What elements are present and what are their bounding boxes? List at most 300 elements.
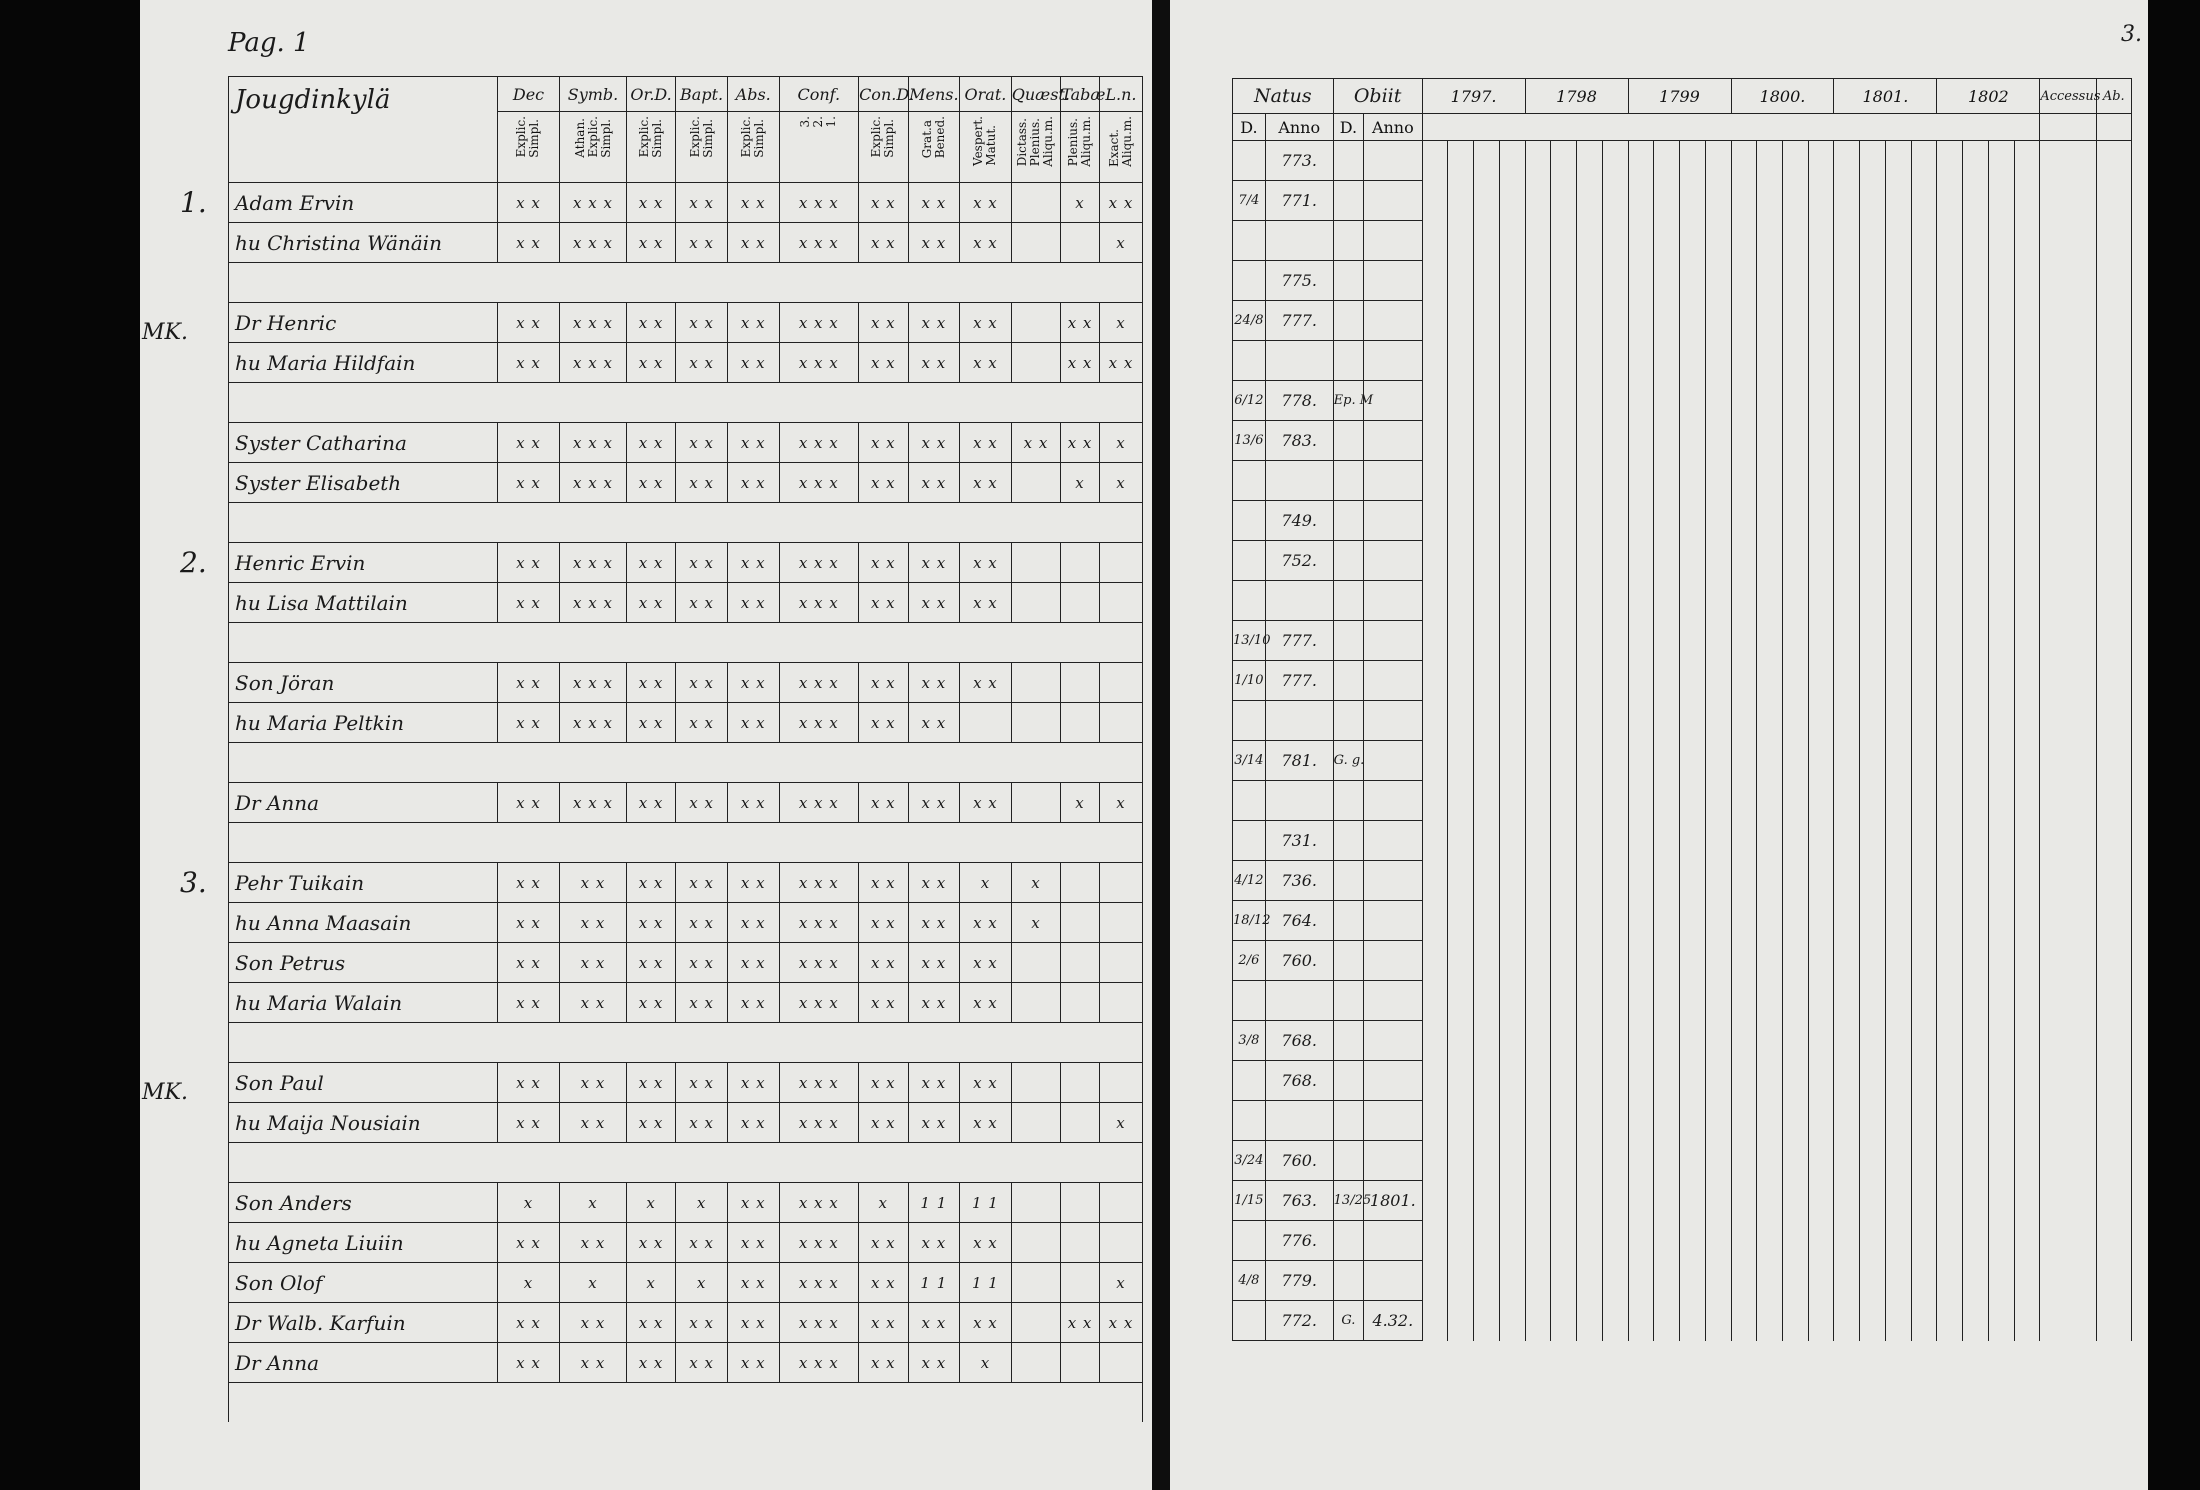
knowledge-mark [1061, 663, 1100, 703]
attendance-cell [2014, 1141, 2040, 1181]
attendance-cell [1988, 221, 2014, 261]
natus-header: Natus [1233, 79, 1334, 114]
person-name: Dr Anna [229, 783, 498, 823]
obiit-anno [1364, 581, 1423, 621]
obiit-d [1333, 1141, 1363, 1181]
attendance-cell [1448, 1181, 1474, 1221]
attendance-cell [1885, 141, 1911, 181]
knowledge-mark: x x [676, 1303, 728, 1343]
attendance-cell [1577, 541, 1603, 581]
obiit-anno [1364, 181, 1423, 221]
attendance-cell [2096, 1301, 2131, 1341]
knowledge-mark: x x [960, 183, 1012, 223]
attendance-cell [1963, 381, 1989, 421]
attendance-cell [1705, 1181, 1731, 1221]
attendance-cell [1782, 181, 1808, 221]
knowledge-mark: x x [626, 943, 675, 983]
attendance-cell [1808, 381, 1834, 421]
obiit-d [1333, 1261, 1363, 1301]
attendance-cell [1499, 1221, 1525, 1261]
attendance-cell [1731, 821, 1757, 861]
attendance-cell [1628, 221, 1654, 261]
knowledge-mark [1011, 703, 1060, 743]
attendance-cell [1834, 1301, 1860, 1341]
attendance-cell [1448, 501, 1474, 541]
knowledge-mark: x [560, 1183, 627, 1223]
table-row [1233, 1221, 2132, 1261]
knowledge-mark: x [1011, 863, 1060, 903]
attendance-cell [1911, 1101, 1937, 1141]
attendance-cell [1885, 501, 1911, 541]
knowledge-mark: x x [676, 663, 728, 703]
attendance-cell [1988, 861, 2014, 901]
attendance-cell [2096, 1061, 2131, 1101]
attendance-cell [1834, 141, 1860, 181]
attendance-cell [1551, 1181, 1577, 1221]
attendance-cell [1628, 381, 1654, 421]
attendance-cell [1628, 661, 1654, 701]
attendance-cell [1860, 501, 1886, 541]
attendance-cell [1834, 541, 1860, 581]
knowledge-mark: x x [960, 583, 1012, 623]
knowledge-mark: x x [727, 1223, 779, 1263]
knowledge-mark: x x x [779, 183, 859, 223]
attendance-cell [1885, 181, 1911, 221]
table-row [1233, 461, 2132, 501]
column-subheader-label: Aliqu.m. [1079, 116, 1094, 167]
attendance-cell [1834, 341, 1860, 381]
column-subheader-label: Simpl. [700, 118, 715, 158]
attendance-cell [1911, 1261, 1937, 1301]
knowledge-mark: x x [908, 663, 960, 703]
knowledge-mark: x x x [779, 1103, 859, 1143]
obiit-anno [1364, 461, 1423, 501]
attendance-cell [1422, 301, 1448, 341]
attendance-cell [1474, 301, 1500, 341]
knowledge-mark [1011, 303, 1060, 343]
attendance-cell [1705, 661, 1731, 701]
attendance-cell [2040, 861, 2096, 901]
attendance-cell [1499, 1021, 1525, 1061]
attendance-cell [1988, 621, 2014, 661]
knowledge-mark: x x [908, 223, 960, 263]
attendance-cell [1551, 1021, 1577, 1061]
attendance-cell [1679, 661, 1705, 701]
table-row [1233, 861, 2132, 901]
knowledge-mark: x x [676, 423, 728, 463]
attendance-cell [1731, 221, 1757, 261]
obiit-d [1333, 541, 1363, 581]
attendance-cell [1731, 901, 1757, 941]
knowledge-mark: x x x [779, 663, 859, 703]
attendance-cell [1757, 341, 1783, 381]
obiit-anno [1364, 1021, 1423, 1061]
column-header-5: Abs. [727, 77, 779, 112]
person-name: Son Anders [229, 1183, 498, 1223]
attendance-cell [1731, 301, 1757, 341]
attendance-cell [1628, 1261, 1654, 1301]
attendance-cell [1860, 701, 1886, 741]
attendance-cell [1757, 1221, 1783, 1261]
obiit-d [1333, 341, 1363, 381]
attendance-cell [1731, 1181, 1757, 1221]
column-subheader-label: Simpl. [650, 118, 665, 158]
attendance-cell [1679, 861, 1705, 901]
attendance-cell [1808, 221, 1834, 261]
attendance-cell [1834, 1261, 1860, 1301]
knowledge-mark: x [676, 1263, 728, 1303]
knowledge-mark: x x [560, 1103, 627, 1143]
natus-anno: 778. [1265, 381, 1333, 421]
attendance-cell [1988, 1061, 2014, 1101]
attendance-cell [1885, 1261, 1911, 1301]
attendance-cell [1808, 141, 1834, 181]
attendance-cell [1782, 141, 1808, 181]
knowledge-mark: x x x [560, 463, 627, 503]
knowledge-mark: x x [908, 183, 960, 223]
attendance-cell [1860, 1061, 1886, 1101]
attendance-cell [1577, 1021, 1603, 1061]
attendance-cell [1577, 1221, 1603, 1261]
attendance-cell [1860, 461, 1886, 501]
natus-d: 1/15 [1233, 1181, 1266, 1221]
attendance-cell [1834, 301, 1860, 341]
attendance-cell [1911, 341, 1937, 381]
attendance-cell [1628, 901, 1654, 941]
attendance-cell [1808, 1101, 1834, 1141]
attendance-cell [1474, 861, 1500, 901]
attendance-cell [1551, 141, 1577, 181]
attendance-cell [1731, 461, 1757, 501]
attendance-cell [1911, 221, 1937, 261]
attendance-cell [2014, 501, 2040, 541]
knowledge-mark: x x [859, 703, 908, 743]
attendance-cell [1654, 421, 1680, 461]
attendance-cell [1474, 661, 1500, 701]
attendance-cell [1448, 821, 1474, 861]
attendance-cell [1911, 941, 1937, 981]
obiit-d [1333, 501, 1363, 541]
attendance-cell [2014, 701, 2040, 741]
attendance-cell [2096, 861, 2131, 901]
attendance-cell [1808, 1261, 1834, 1301]
household-separator [229, 1383, 1143, 1423]
obiit-d [1333, 661, 1363, 701]
attendance-cell [1499, 181, 1525, 221]
attendance-cell [1679, 901, 1705, 941]
attendance-cell [1834, 821, 1860, 861]
knowledge-mark: x x [859, 423, 908, 463]
attendance-cell [1705, 1221, 1731, 1261]
attendance-cell [1577, 1261, 1603, 1301]
natus-anno: 749. [1265, 501, 1333, 541]
knowledge-mark: x x [960, 343, 1012, 383]
knowledge-mark: x x [676, 223, 728, 263]
attendance-cell [1911, 1221, 1937, 1261]
attendance-cell [1988, 821, 2014, 861]
attendance-cell [1808, 461, 1834, 501]
attendance-cell [1705, 221, 1731, 261]
knowledge-mark: x x [960, 983, 1012, 1023]
attendance-cell [1885, 1101, 1911, 1141]
knowledge-mark: x x [497, 463, 559, 503]
person-name: hu Maria Peltkin [229, 703, 498, 743]
knowledge-mark [1099, 583, 1142, 623]
attendance-cell [1988, 581, 2014, 621]
attendance-cell [1602, 1261, 1628, 1301]
attendance-cell [1963, 341, 1989, 381]
attendance-cell [1525, 1061, 1551, 1101]
attendance-cell [1679, 381, 1705, 421]
knowledge-mark: x [1061, 183, 1100, 223]
attendance-cell [1705, 581, 1731, 621]
attendance-cell [1937, 221, 1963, 261]
page-label: Pag. 1 [228, 28, 310, 58]
table-row [229, 783, 1143, 823]
attendance-cell [1679, 221, 1705, 261]
attendance-cell [1525, 1181, 1551, 1221]
attendance-cell [1525, 141, 1551, 181]
attendance-cell [1808, 301, 1834, 341]
knowledge-mark [1011, 1103, 1060, 1143]
attendance-cell [1474, 1181, 1500, 1221]
knowledge-mark [1061, 903, 1100, 943]
attendance-cell [1525, 581, 1551, 621]
attendance-cell [1937, 1221, 1963, 1261]
attendance-cell [1577, 1181, 1603, 1221]
attendance-cell [1499, 541, 1525, 581]
natus-d [1233, 581, 1266, 621]
natus-d [1233, 981, 1266, 1021]
attendance-cell [2040, 981, 2096, 1021]
person-name: hu Lisa Mattilain [229, 583, 498, 623]
column-subheader-label: Dictass. [1015, 118, 1030, 167]
knowledge-mark: x x [1099, 343, 1142, 383]
attendance-cell [1551, 861, 1577, 901]
attendance-cell [1757, 901, 1783, 941]
attendance-cell [1911, 1021, 1937, 1061]
attendance-cell [1499, 501, 1525, 541]
attendance-cell [1422, 861, 1448, 901]
obiit-d [1333, 1221, 1363, 1261]
knowledge-mark: x [1061, 463, 1100, 503]
column-header-8: Mens. [908, 77, 960, 112]
knowledge-mark: x x [560, 1343, 627, 1383]
attendance-cell [1860, 901, 1886, 941]
attendance-cell [1705, 821, 1731, 861]
attendance-cell [1757, 981, 1783, 1021]
knowledge-mark [1011, 943, 1060, 983]
natus-anno [1265, 981, 1333, 1021]
knowledge-mark: x x [859, 1063, 908, 1103]
knowledge-mark [1011, 223, 1060, 263]
attendance-cell [2014, 461, 2040, 501]
attendance-cell [1705, 701, 1731, 741]
attendance-cell [1525, 781, 1551, 821]
attendance-cell [1988, 1221, 2014, 1261]
attendance-cell [2014, 1301, 2040, 1341]
table-row [1233, 781, 2132, 821]
attendance-cell [1834, 581, 1860, 621]
attendance-cell [1525, 821, 1551, 861]
knowledge-mark: x x [497, 303, 559, 343]
attendance-cell [1963, 501, 1989, 541]
column-subheader-2 [560, 112, 627, 183]
attendance-cell [1988, 341, 2014, 381]
knowledge-mark: x x [626, 223, 675, 263]
attendance-cell [1654, 301, 1680, 341]
attendance-cell [1757, 861, 1783, 901]
attendance-cell [1602, 661, 1628, 701]
attendance-cell [1499, 1141, 1525, 1181]
attendance-cell [1448, 141, 1474, 181]
attendance-cell [1757, 1261, 1783, 1301]
attendance-cell [1499, 701, 1525, 741]
attendance-cell [1860, 301, 1886, 341]
attendance-cell [1551, 781, 1577, 821]
attendance-cell [1757, 741, 1783, 781]
attendance-cell [1885, 221, 1911, 261]
attendance-cell [1988, 261, 2014, 301]
obiit-d [1333, 781, 1363, 821]
attendance-cell [1885, 301, 1911, 341]
attendance-cell [1860, 1261, 1886, 1301]
attendance-cell [1474, 1301, 1500, 1341]
knowledge-mark: x x [859, 543, 908, 583]
attendance-cell [1654, 381, 1680, 421]
attendance-cell [1448, 941, 1474, 981]
natus-d: 24/8 [1233, 301, 1266, 341]
attendance-cell [1448, 461, 1474, 501]
attendance-cell [1422, 941, 1448, 981]
attendance-cell [1731, 1021, 1757, 1061]
attendance-cell [1448, 1101, 1474, 1141]
attendance-cell [1705, 181, 1731, 221]
knowledge-mark: x x [859, 223, 908, 263]
natus-d: 6/12 [1233, 381, 1266, 421]
table-row [229, 423, 1143, 463]
attendance-cell [1885, 741, 1911, 781]
village-name: Jougdinkylä [229, 77, 498, 183]
attendance-cell [1628, 421, 1654, 461]
attendance-cell [1551, 341, 1577, 381]
knowledge-mark: x [1099, 303, 1142, 343]
obiit-d [1333, 861, 1363, 901]
attendance-cell [1860, 621, 1886, 661]
attendance-cell [1628, 981, 1654, 1021]
attendance-cell [1937, 381, 1963, 421]
attendance-cell [1602, 901, 1628, 941]
attendance-cell [2014, 381, 2040, 421]
natus-anno: 768. [1265, 1021, 1333, 1061]
attendance-cell [2040, 541, 2096, 581]
natus-anno: 771. [1265, 181, 1333, 221]
natus-d: 4/8 [1233, 1261, 1266, 1301]
attendance-cell [1911, 581, 1937, 621]
attendance-cell [2040, 421, 2096, 461]
obiit-anno [1364, 1221, 1423, 1261]
natus-d [1233, 1061, 1266, 1101]
natus-anno [1265, 221, 1333, 261]
attendance-cell [1834, 661, 1860, 701]
attendance-cell [1628, 1021, 1654, 1061]
attendance-cell [1705, 861, 1731, 901]
natus-d [1233, 1221, 1266, 1261]
attendance-cell [1654, 621, 1680, 661]
knowledge-mark: x x x [779, 1183, 859, 1223]
attendance-cell [1577, 501, 1603, 541]
attendance-cell [1577, 581, 1603, 621]
attendance-cell [1628, 821, 1654, 861]
natus-anno: 772. [1265, 1301, 1333, 1341]
attendance-cell [1808, 1181, 1834, 1221]
knowledge-mark: x x [497, 1103, 559, 1143]
attendance-cell [1602, 861, 1628, 901]
attendance-cell [1448, 661, 1474, 701]
attendance-cell [2014, 581, 2040, 621]
attendance-cell [1731, 621, 1757, 661]
attendance-cell [1782, 1261, 1808, 1301]
attendance-cell [1499, 421, 1525, 461]
attendance-cell [1757, 1141, 1783, 1181]
attendance-cell [1963, 1221, 1989, 1261]
natus-d: 13/6 [1233, 421, 1266, 461]
knowledge-mark: x x [727, 663, 779, 703]
attendance-cell [2096, 541, 2131, 581]
attendance-cell [1602, 1101, 1628, 1141]
natus-anno: 764. [1265, 901, 1333, 941]
knowledge-mark: x x [908, 423, 960, 463]
attendance-cell [1551, 461, 1577, 501]
knowledge-mark: x x [676, 183, 728, 223]
attendance-cell [1602, 941, 1628, 981]
knowledge-mark: x x [859, 303, 908, 343]
attendance-cell [1654, 1181, 1680, 1221]
table-row [1233, 1021, 2132, 1061]
knowledge-mark: x x [626, 1223, 675, 1263]
attendance-cell [1525, 1301, 1551, 1341]
attendance-cell [1860, 741, 1886, 781]
attendance-cell [1679, 701, 1705, 741]
attendance-cell [1551, 261, 1577, 301]
attendance-cell [1577, 221, 1603, 261]
natus-d: 13/10 [1233, 621, 1266, 661]
attendance-cell [1705, 381, 1731, 421]
knowledge-mark: x x [727, 223, 779, 263]
attendance-cell [2096, 581, 2131, 621]
table-row [1233, 581, 2132, 621]
attendance-cell [1808, 341, 1834, 381]
column-subheader-4 [676, 112, 728, 183]
natus-d [1233, 781, 1266, 821]
attendance-cell [1834, 741, 1860, 781]
attendance-cell [1602, 1221, 1628, 1261]
attendance-cell [1679, 1141, 1705, 1181]
obiit-d: Ep. M [1333, 381, 1363, 421]
attendance-cell [1422, 981, 1448, 1021]
attendance-cell [2014, 1021, 2040, 1061]
table-row [1233, 1061, 2132, 1101]
knowledge-mark: x [676, 1183, 728, 1223]
knowledge-mark [1061, 863, 1100, 903]
attendance-cell [1474, 941, 1500, 981]
attendance-cell [1422, 1061, 1448, 1101]
knowledge-mark: x x [908, 303, 960, 343]
knowledge-mark: x x [676, 863, 728, 903]
attendance-cell [1551, 981, 1577, 1021]
natus-d [1233, 461, 1266, 501]
attendance-cell [2014, 141, 2040, 181]
